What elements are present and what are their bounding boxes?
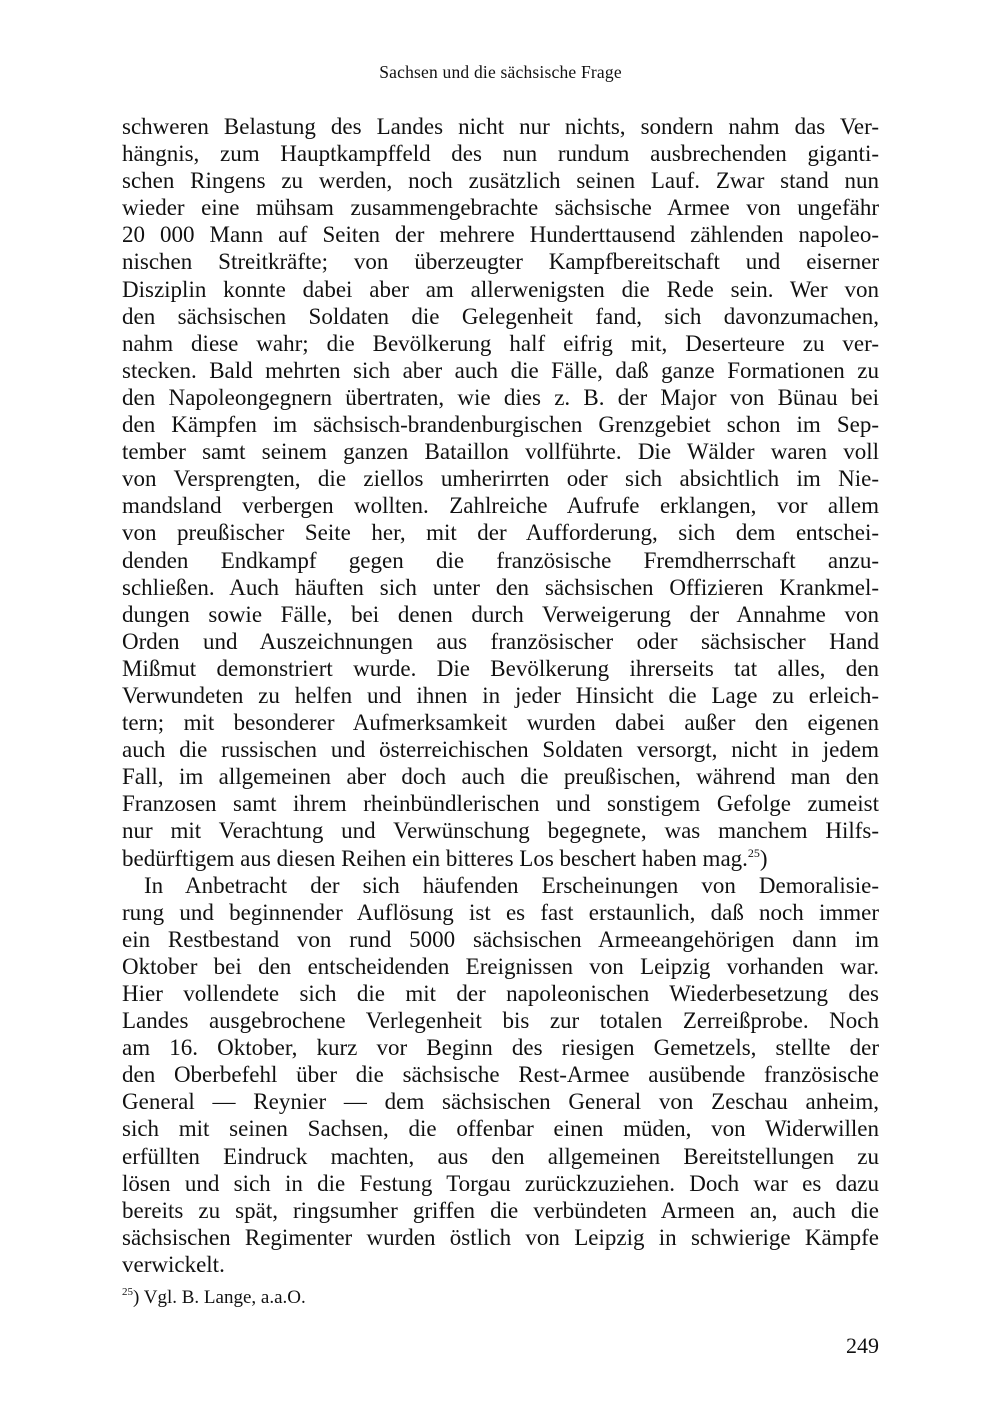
text-line: Franzosen samt ihrem rheinbündlerischen und sonstigem Gefolge zumeist <box>122 791 879 817</box>
text-line: von Versprengten, die ziellos umherirrten oder sich absichtlich im Nie- <box>122 466 879 492</box>
text-line: schließen. Auch häuften sich unter den sächsischen Offizieren Krankmel- <box>122 574 879 600</box>
text-line: nur mit Verachtung und Verwünschung begegnete, was manchem Hilfs- <box>122 818 879 844</box>
paragraph-2 <box>122 872 879 1278</box>
text-line: mandsland verbergen wollten. Zahlreiche Aufrufe erklangen, vor allem <box>122 493 879 519</box>
body-text <box>122 113 879 1278</box>
text-line: Orden und Auszeichnungen aus französischer oder sächsischer Hand <box>122 628 879 654</box>
text-line: tember samt seinem ganzen Bataillon vollführte. Die Wälder waren voll <box>122 439 879 465</box>
text-line: von preußischer Seite her, mit der Aufforderung, sich dem entschei- <box>122 520 879 546</box>
text-line: Oktober bei den entscheidenden Ereignissen von Leipzig vorhanden war. <box>122 953 879 979</box>
text-line: lösen und sich in die Festung Torgau zurückzuziehen. Doch war es dazu <box>122 1170 879 1196</box>
text-line: sächsischen Regimenter wurden östlich von Leipzig in schwierige Kämpfe <box>122 1224 879 1250</box>
text-line-content: bedürftigem aus diesen Reihen ein bitteres Los beschert haben mag. <box>122 845 748 871</box>
text-line: Hier vollendete sich die mit der napoleonischen Wiederbesetzung des <box>122 981 879 1006</box>
footnote-reference-close: ) <box>759 845 768 871</box>
text-line: Landes ausgebrochene Verlegenheit bis zur totalen Zerreißprobe. Noch <box>122 1008 879 1034</box>
text-line: 20 000 Mann auf Seiten der mehrere Hunderttausend zählenden napoleo- <box>122 222 879 248</box>
text-line: den Napoleongegnern übertraten, wie dies z. B. der Major von Bünau bei <box>122 384 879 410</box>
text-line: In Anbetracht der sich häufenden Erscheinungen von Demoralisie- <box>144 872 879 898</box>
text-line: den Oberbefehl über die sächsische Rest-Armee ausübende französische <box>122 1062 879 1088</box>
text-line: Verwundeten zu helfen und ihnen in jeder Hinsicht die Lage zu erleich- <box>122 682 879 708</box>
text-line: dungen sowie Fälle, bei denen durch Verweigerung der Annahme von <box>122 601 879 627</box>
text-line: erfüllten Eindruck machten, aus den allgemeinen Bereitstellungen zu <box>122 1143 879 1169</box>
text-line: verwickelt. <box>122 1251 225 1277</box>
text-line: auch die russischen und österreichischen Soldaten versorgt, nicht in jedem <box>122 737 879 763</box>
text-line: am 16. Oktober, kurz vor Beginn des riesigen Gemetzels, stellte der <box>122 1035 879 1061</box>
text-line: Fall, im allgemeinen aber doch auch die preußischen, während man den <box>122 764 879 790</box>
page-number: 249 <box>846 1333 879 1358</box>
text-line: stecken. Bald mehrten sich aber auch die Fälle, daß ganze Formationen zu <box>122 357 879 383</box>
text-line: denden Endkampf gegen die französische Fremdherrschaft anzu- <box>122 547 879 573</box>
text-line: schweren Belastung des Landes nicht nur nichts, sondern nahm das Ver- <box>122 114 879 139</box>
text-line: Mißmut demonstriert wurde. Die Bevölkerung ihrerseits tat alles, den <box>122 655 879 681</box>
footnote <box>122 1287 306 1309</box>
text-line: schen Ringens zu werden, noch zusätzlich seinen Lauf. Zwar stand nun <box>122 168 879 194</box>
text-line: bereits zu spät, ringsumher griffen die verbündeten Armeen an, auch die <box>122 1197 879 1223</box>
text-line: ein Restbestand von rund 5000 sächsischen Armeeangehörigen dann im <box>122 926 879 952</box>
text-line: wieder eine mühsam zusammengebrachte sächsische Armee von ungefähr <box>122 195 879 221</box>
text-line: den sächsischen Soldaten die Gelegenheit fand, sich davonzumachen, <box>122 303 879 329</box>
text-line: Disziplin konnte dabei aber am allerwenigsten die Rede sein. Wer von <box>122 276 879 302</box>
text-line: tern; mit besonderer Aufmerksamkeit wurden dabei außer den eigenen <box>122 710 879 736</box>
text-line: rung und beginnender Auflösung ist es fast erstaunlich, daß noch immer <box>122 899 879 925</box>
footnote-marker-close: ) <box>133 1287 140 1308</box>
footnote-marker: 25 <box>122 1286 133 1298</box>
text-line <box>122 845 879 872</box>
text-line: General — Reynier — dem sächsischen General von Zeschau anheim, <box>122 1089 879 1115</box>
footnote-text: Vgl. B. Lange, a.a.O. <box>139 1287 306 1308</box>
text-line: hängnis, zum Hauptkampffeld des nun rundum ausbrechenden giganti- <box>122 141 879 167</box>
paragraph-1 <box>122 113 879 872</box>
text-line: den Kämpfen im sächsisch-brandenburgischen Grenzgebiet schon im Sep- <box>122 412 879 438</box>
running-head: Sachsen und die sächsische Frage <box>379 62 622 82</box>
text-line: nischen Streitkräfte; von überzeugter Kampfbereitschaft und eiserner <box>122 249 879 275</box>
text-line: sich mit seinen Sachsen, die offenbar einen müden, von Widerwillen <box>122 1116 879 1142</box>
footnote-reference: 25 <box>747 845 760 860</box>
text-line: nahm diese wahr; die Bevölkerung half eifrig mit, Deserteure zu ver- <box>122 330 879 356</box>
